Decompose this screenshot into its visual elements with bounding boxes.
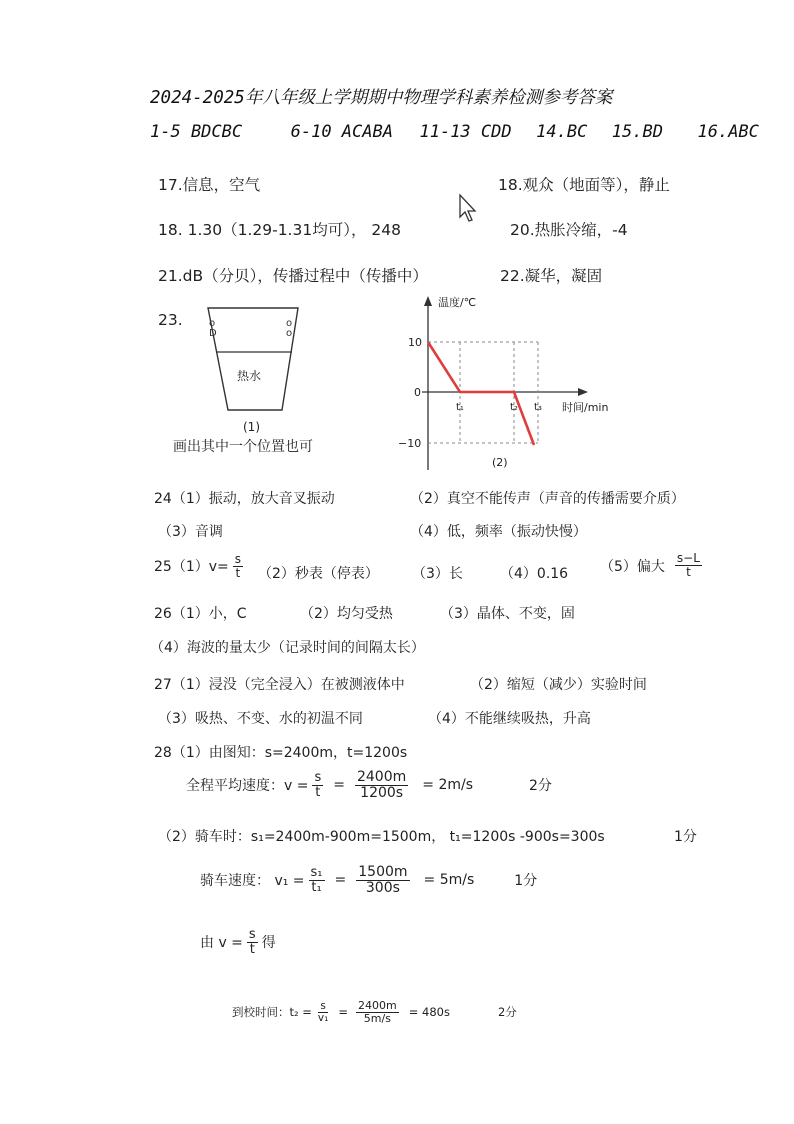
x-tick-t1: t₁ bbox=[456, 402, 464, 413]
arrive-time-formula: 到校时间：t₂ = $\frac{s}{\text{v₁}}$ = $\frac{2400m}{5m/s}$ = 480s 2分 bbox=[232, 999, 517, 1025]
figure-1-caption: (1) bbox=[243, 420, 260, 434]
answer-22: 22.凝华，凝固 bbox=[500, 267, 603, 285]
answer-21: 21.dB（分贝），传播过程中（传播中） bbox=[158, 267, 428, 285]
beaker-label: 热水 bbox=[237, 369, 262, 383]
answer-27-2: （2）缩短（减少）实验时间 bbox=[470, 677, 647, 693]
mc-1-5: 1-5 BDCBC bbox=[150, 122, 243, 142]
answer-18b: 18. 1.30（1.29-1.31均可）， 248 bbox=[158, 221, 401, 239]
avg-speed-formula: 全程平均速度：v = $\frac{s}{t}$ = $\frac{2400m}{1200s}$ = 2m/s 2分 bbox=[186, 769, 552, 801]
y-axis-label: 温度/℃ bbox=[438, 296, 477, 309]
mc-15: 15.BD bbox=[611, 122, 663, 142]
page-title: 2024-2025年八年级上学期期中物理学科素养检测参考答案 bbox=[150, 88, 613, 108]
answer-18a: 18.观众（地面等），静止 bbox=[498, 176, 670, 194]
mc-6-10: 6-10 ACABA bbox=[290, 122, 393, 142]
answer-26-3: （3）晶体、不变，固 bbox=[440, 606, 575, 622]
answer-25-4: （4）0.16 bbox=[500, 566, 569, 582]
x-axis-label: 时间/min bbox=[562, 401, 609, 414]
mc-14: 14.BC bbox=[536, 122, 588, 142]
svg-text:o: o bbox=[286, 328, 293, 339]
answer-28-2: （2）骑车时：s₁=2400m-900m=1500m， t₁=1200s -900s=300s bbox=[158, 829, 605, 845]
answer-27-3: （3）吸热、不变、水的初温不同 bbox=[158, 711, 363, 727]
answer-26-1: 26（1）小，C bbox=[154, 606, 247, 622]
answer-26-4: （4）海波的量太少（记录时间的间隔太长） bbox=[150, 640, 425, 656]
y-tick-0: 0 bbox=[414, 386, 421, 399]
mc-16: 16.ABC bbox=[697, 122, 759, 142]
svg-text:D: D bbox=[209, 328, 217, 339]
cursor-pointer-icon bbox=[458, 193, 478, 223]
mc-answers bbox=[150, 122, 759, 142]
answer-25-3: （3）长 bbox=[412, 566, 463, 582]
answer-20: 20.热胀冷缩，-4 bbox=[510, 221, 628, 239]
figure-1-note: 画出其中一个位置也可 bbox=[173, 439, 313, 455]
figure-2-caption: (2) bbox=[492, 456, 508, 469]
ride-speed-formula: 骑车速度： v₁ = $\frac{\text{s₁}}{\text{t₁}}$ = $\frac{1500m}{300s}$ = 5m/s 1分 bbox=[200, 864, 538, 896]
answer-28-1: 28（1）由图知：s=2400m，t=1200s bbox=[154, 745, 408, 761]
answer-17: 17.信息，空气 bbox=[158, 176, 261, 194]
temperature-line bbox=[428, 342, 534, 445]
answer-28-2-score: 1分 bbox=[674, 829, 697, 845]
speed-formula: 由 v = $\frac{s}{t}$ 得 bbox=[200, 927, 276, 957]
answer-26-2: （2）均匀受热 bbox=[300, 606, 393, 622]
temperature-time-graph bbox=[392, 290, 632, 475]
answer-25-1: 25（1）v= $\frac{s}{t}$ bbox=[154, 552, 242, 580]
answer-27-4: （4）不能继续吸热，升高 bbox=[428, 711, 591, 727]
answer-25-2: （2）秒表（停表） bbox=[258, 566, 379, 582]
answer-24-4: （4）低，频率（振动快慢） bbox=[410, 524, 587, 540]
x-tick-t3: t₃ bbox=[534, 402, 542, 413]
svg-text:o: o bbox=[286, 318, 293, 329]
answer-24-1: 24（1）振动，放大音叉振动 bbox=[154, 491, 335, 507]
beaker-figure bbox=[200, 300, 310, 415]
answer-24-2: （2）真空不能传声（声音的传播需要介质） bbox=[410, 491, 685, 507]
svg-text:o: o bbox=[209, 318, 216, 329]
y-tick-minus10: −10 bbox=[398, 437, 422, 450]
answer-27-1: 27（1）浸没（完全浸入）在被测液体中 bbox=[154, 677, 405, 693]
mc-11-13: 11-13 CDD bbox=[419, 122, 512, 142]
x-tick-t2: t₂ bbox=[510, 402, 518, 413]
answer-24-3: （3）音调 bbox=[158, 524, 223, 540]
answer-23-label: 23. bbox=[158, 311, 183, 329]
y-tick-10: 10 bbox=[408, 336, 422, 349]
answer-25-5: （5）偏大 $\frac{s-L}{t}$ bbox=[600, 551, 700, 579]
